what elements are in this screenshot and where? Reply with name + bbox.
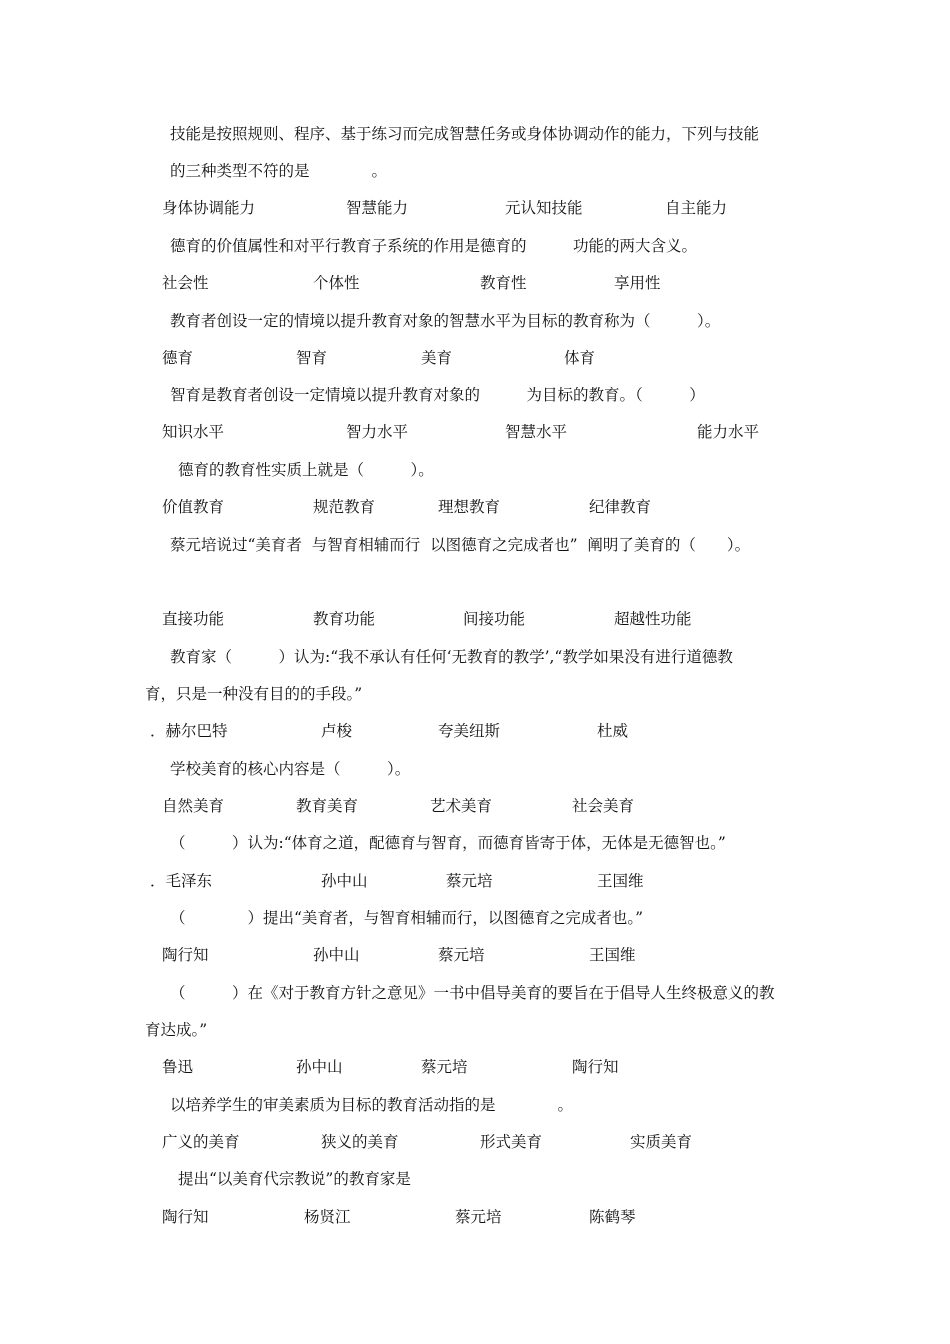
- question-stem: 的三种类型不符的是 。: [170, 162, 388, 180]
- option-b: 教育美育: [296, 797, 359, 815]
- question-stem: 育达成。”: [145, 1021, 208, 1039]
- option-b: 智力水平: [346, 423, 409, 441]
- question-stem: 教育者创设一定的情境以提升教育对象的智慧水平为目标的教育称为（ ）。: [170, 312, 721, 330]
- option-b: 孙中山: [313, 946, 360, 964]
- option-c: 艺术美育: [430, 797, 493, 815]
- option-b: 教育功能: [313, 610, 376, 628]
- option-c: 元认知技能: [505, 199, 583, 217]
- option-d: 纪律教育: [589, 498, 652, 516]
- option-b: 规范教育: [313, 498, 376, 516]
- question-stem: （ ）提出“美育者，与智育相辅而行，以图德育之完成者也。”: [170, 909, 644, 927]
- option-a: ．毛泽东: [150, 872, 213, 890]
- option-c: 夸美纽斯: [438, 722, 501, 740]
- question-stem: 智育是教育者创设一定情境以提升教育对象的 为目标的教育。（ ）: [170, 386, 705, 404]
- question-stem: 德育的价值属性和对平行教育子系统的作用是德育的 功能的两大含义。: [170, 237, 698, 255]
- option-d: 能力水平: [697, 423, 760, 441]
- question-stem: 教育家（ ）认为:“我不承认有任何‘无教育的教学’,“教学如果没有进行道德教: [170, 648, 733, 666]
- option-d: 社会美育: [572, 797, 635, 815]
- option-b: 狭义的美育: [321, 1133, 399, 1151]
- option-c: 蔡元培: [446, 872, 493, 890]
- question-stem: （ ）认为:“体育之道，配德育与智育，而德育皆寄于体，无体是无德智也。”: [170, 834, 726, 852]
- option-c: 蔡元培: [421, 1058, 468, 1076]
- option-a: 价值教育: [162, 498, 225, 516]
- option-c: 蔡元培: [438, 946, 485, 964]
- option-a: 知识水平: [162, 423, 225, 441]
- option-b: 杨贤江: [304, 1208, 351, 1226]
- option-d: 陶行知: [572, 1058, 619, 1076]
- option-c: 间接功能: [463, 610, 526, 628]
- option-b: 智慧能力: [346, 199, 409, 217]
- option-a: 自然美育: [162, 797, 225, 815]
- question-stem: 技能是按照规则、程序、基于练习而完成智慧任务或身体协调动作的能力，下列与技能: [170, 125, 760, 143]
- option-b: 卢梭: [321, 722, 353, 740]
- question-stem: 提出“以美育代宗教说”的教育家是: [178, 1170, 411, 1188]
- option-c: 蔡元培: [455, 1208, 502, 1226]
- option-c: 理想教育: [438, 498, 501, 516]
- option-a: 身体协调能力: [162, 199, 256, 217]
- option-a: 鲁迅: [162, 1058, 194, 1076]
- option-c: 教育性: [480, 274, 527, 292]
- option-d: 体育: [564, 349, 596, 367]
- option-d: 王国维: [597, 872, 644, 890]
- option-c: 形式美育: [480, 1133, 543, 1151]
- question-stem: （ ）在《对于教育方针之意见》一书中倡导美育的要旨在于倡导人生终极意义的教: [170, 984, 775, 1002]
- option-a: 陶行知: [162, 1208, 209, 1226]
- question-stem: 学校美育的核心内容是（ ）。: [170, 760, 411, 778]
- option-a: 陶行知: [162, 946, 209, 964]
- option-a: 社会性: [162, 274, 209, 292]
- option-b: 孙中山: [296, 1058, 343, 1076]
- option-d: 王国维: [589, 946, 636, 964]
- option-a: 直接功能: [162, 610, 225, 628]
- option-d: 实质美育: [630, 1133, 693, 1151]
- option-a: 广义的美育: [162, 1133, 240, 1151]
- question-stem: 德育的教育性实质上就是（ ）。: [178, 461, 434, 479]
- option-b: 智育: [296, 349, 328, 367]
- option-d: 超越性功能: [614, 610, 692, 628]
- option-b: 个体性: [313, 274, 360, 292]
- question-stem: 育，只是一种没有目的的手段。”: [145, 685, 363, 703]
- option-c: 智慧水平: [505, 423, 568, 441]
- option-d: 享用性: [614, 274, 661, 292]
- option-d: 杜威: [597, 722, 629, 740]
- question-stem: 以培养学生的审美素质为目标的教育活动指的是 。: [170, 1096, 574, 1114]
- option-d: 自主能力: [665, 199, 728, 217]
- option-a: ．赫尔巴特: [150, 722, 228, 740]
- option-d: 陈鹤琴: [589, 1208, 636, 1226]
- question-stem: 蔡元培说过“美育者 与智育相辅而行 以图德育之完成者也” 阐明了美育的（ ）。: [170, 536, 751, 554]
- option-c: 美育: [421, 349, 453, 367]
- option-a: 德育: [162, 349, 194, 367]
- option-b: 孙中山: [321, 872, 368, 890]
